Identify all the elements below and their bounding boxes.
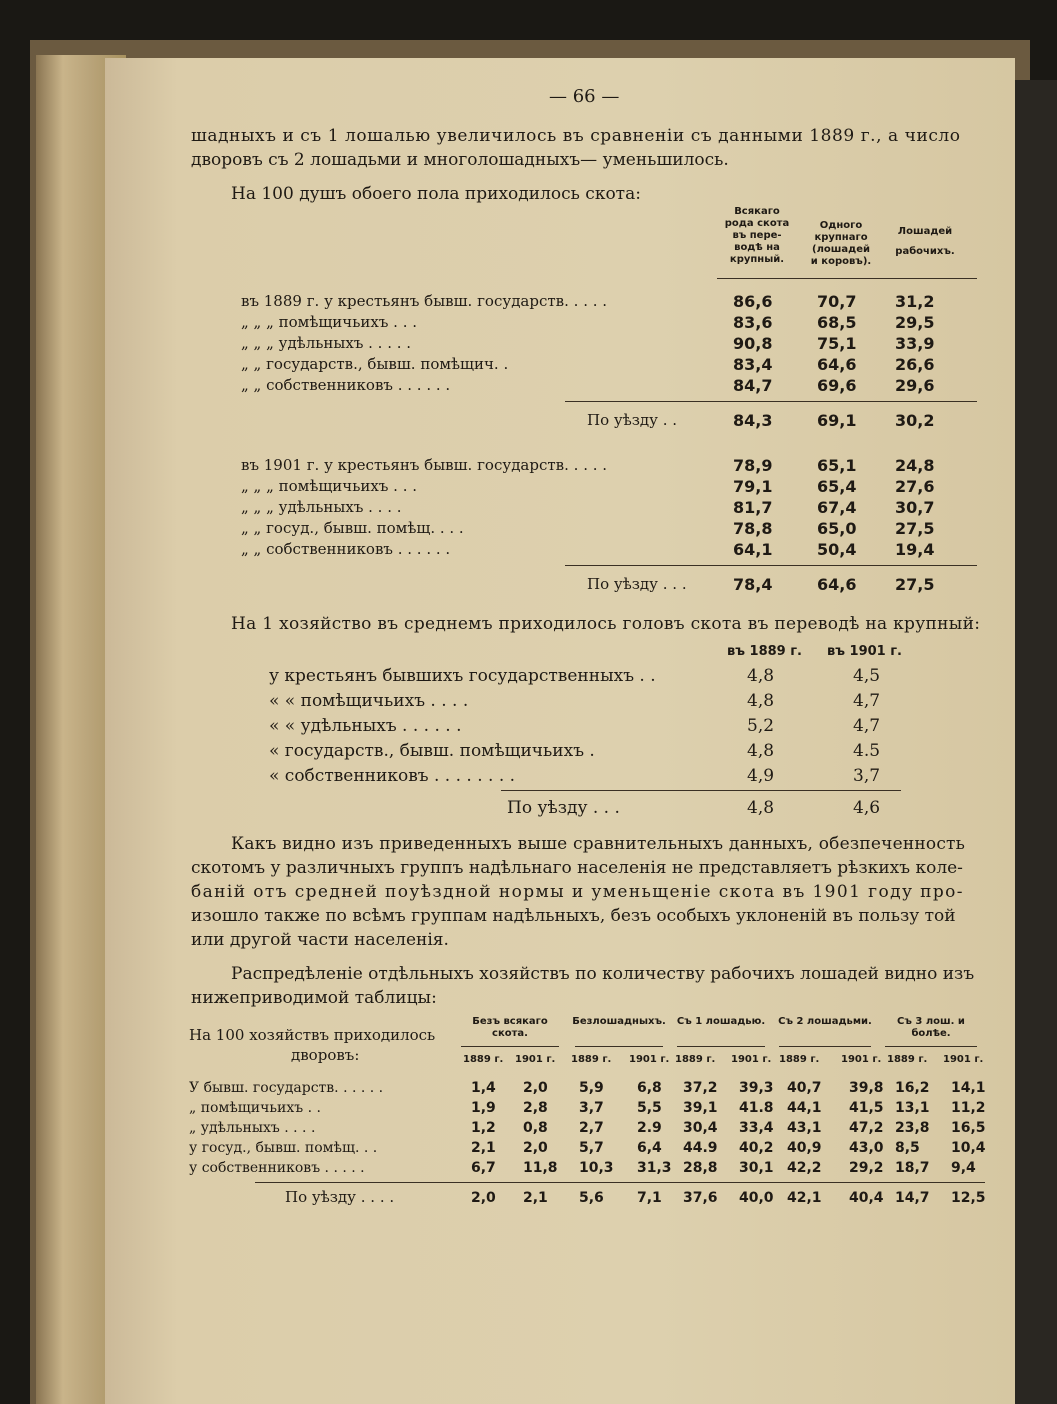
t2-cell: 3,7 <box>853 766 881 786</box>
t3-total-cell: 40,0 <box>739 1190 774 1206</box>
t2-total-cell: 4,6 <box>853 798 881 818</box>
t1-cell: 78,9 <box>733 456 773 475</box>
t3-cell: 11,2 <box>951 1100 986 1116</box>
t1-cell: 27,6 <box>895 477 935 496</box>
t3-cell: 14,1 <box>951 1080 986 1096</box>
t3-cell: 43,1 <box>787 1120 822 1136</box>
t2-cell: 4,5 <box>853 666 881 686</box>
t3-year-header: 1889 г. <box>887 1054 928 1065</box>
t3-total-cell: 12,5 <box>951 1190 986 1206</box>
t2-cell: 4,7 <box>853 691 881 711</box>
t3-total-rule <box>255 1182 985 1183</box>
t2-header-1889: въ 1889 г. <box>727 644 802 659</box>
t3-cell: 5,7 <box>579 1140 604 1156</box>
t3-cell: 39,1 <box>683 1100 718 1116</box>
t1-row-label: „ „ „ удѣльныхъ . . . . <box>241 498 402 516</box>
t1-total-cell: 30,2 <box>895 411 935 430</box>
table2-intro: На 1 хозяйство въ среднемъ приходилось головъ скота въ переводѣ на крупный: <box>231 614 981 634</box>
t3-cell: 2,8 <box>523 1100 548 1116</box>
t3-group-header: Безлошадныхъ. <box>572 1016 666 1027</box>
t1-total-rule <box>565 401 977 402</box>
t3-year-header: 1901 г. <box>943 1054 984 1065</box>
t1-cell: 31,2 <box>895 292 935 311</box>
t3-cell: 10,3 <box>579 1160 614 1176</box>
t3-total-cell: 5,6 <box>579 1190 604 1206</box>
t3-cell: 11,8 <box>523 1160 558 1176</box>
t1-cell: 90,8 <box>733 334 773 353</box>
t2-total-rule <box>501 790 901 791</box>
t3-cell: 3,7 <box>579 1100 604 1116</box>
t3-year-header: 1901 г. <box>841 1054 882 1065</box>
t1-header-horses: Лошадей рабочихъ. <box>895 226 955 257</box>
t1-header-all: Всякаго рода скота въ пере- водѣ на крупный. <box>724 206 790 265</box>
t1-cell: 69,6 <box>817 376 857 395</box>
t1-row-label: „ „ собственниковъ . . . . . . <box>241 376 451 394</box>
t1-row-label: „ „ „ удѣльныхъ . . . . . <box>241 334 412 352</box>
t2-row-label: « собственниковъ . . . . . . . . <box>269 766 516 786</box>
t3-cell: 2,7 <box>579 1120 604 1136</box>
t1-cell: 83,6 <box>733 313 773 332</box>
book-right-edge <box>1015 80 1057 1404</box>
t1-cell: 33,9 <box>895 334 935 353</box>
t1-cell: 78,8 <box>733 519 773 538</box>
t3-cell: 39,8 <box>849 1080 884 1096</box>
t3-cell: 28,8 <box>683 1160 718 1176</box>
t3-total-label: По уѣзду . . . . <box>285 1188 395 1206</box>
t3-cell: 2,1 <box>471 1140 496 1156</box>
t1-cell: 75,1 <box>817 334 857 353</box>
para1-line1: шадныхъ и съ 1 лошалью увеличилось въ сравненіи съ данными 1889 г., а число <box>191 126 961 146</box>
t3-group-rule <box>677 1046 765 1047</box>
para2-line: изошло также по всѣмъ группам надѣльныхъ, безъ особыхъ уклоненій въ пользу той <box>191 906 956 926</box>
t1-cell: 50,4 <box>817 540 857 559</box>
t3-year-header: 1889 г. <box>779 1054 820 1065</box>
t3-cell: 41,5 <box>849 1100 884 1116</box>
t3-cell: 10,4 <box>951 1140 986 1156</box>
t3-total-cell: 2,1 <box>523 1190 548 1206</box>
t3-row-label: У бывш. государств. . . . . . <box>189 1080 384 1096</box>
t3-total-cell: 2,0 <box>471 1190 496 1206</box>
t3-cell: 16,2 <box>895 1080 930 1096</box>
t3-cell: 16,5 <box>951 1120 986 1136</box>
t1-cell: 64,1 <box>733 540 773 559</box>
t1-cell: 19,4 <box>895 540 935 559</box>
t3-cell: 6,4 <box>637 1140 662 1156</box>
t1-cell: 30,7 <box>895 498 935 517</box>
t3-cell: 44.9 <box>683 1140 718 1156</box>
t1-cell: 70,7 <box>817 292 857 311</box>
table1-intro: На 100 душъ обоего пола приходилось скота: <box>231 184 641 204</box>
t1-total-label: По уѣзду . . . <box>587 575 687 593</box>
t1-total-rule <box>565 565 977 566</box>
t2-cell: 4,8 <box>747 691 775 711</box>
t1-row-label: „ „ государств., бывш. помѣщич. . <box>241 355 509 373</box>
t1-cell: 24,8 <box>895 456 935 475</box>
para2-line: скотомъ у различныхъ группъ надѣльнаго населенія не представляетъ рѣзкихъ коле- <box>191 858 963 878</box>
t1-cell: 27,5 <box>895 519 935 538</box>
t3-total-cell: 37,6 <box>683 1190 718 1206</box>
t3-total-cell: 7,1 <box>637 1190 662 1206</box>
t3-cell: 39,3 <box>739 1080 774 1096</box>
para3-line1: Распредѣленіе отдѣльныхъ хозяйствъ по количеству рабочихъ лошадей видно изъ <box>231 964 975 984</box>
t3-cell: 40,9 <box>787 1140 822 1156</box>
t3-cell: 23,8 <box>895 1120 930 1136</box>
t1-row-label: „ „ „ помѣщичьихъ . . . <box>241 477 417 495</box>
t1-row-label: „ „ госуд., бывш. помѣщ. . . . <box>241 519 464 537</box>
t3-year-header: 1889 г. <box>675 1054 716 1065</box>
t3-cell: 2.9 <box>637 1120 662 1136</box>
t3-cell: 2,0 <box>523 1140 548 1156</box>
t1-total-cell: 84,3 <box>733 411 773 430</box>
t1-row-label: „ „ собственниковъ . . . . . . <box>241 540 451 558</box>
t3-cell: 6,7 <box>471 1160 496 1176</box>
t3-year-header: 1901 г. <box>515 1054 556 1065</box>
t1-total-label: По уѣзду . . <box>587 411 678 429</box>
t3-cell: 8,5 <box>895 1140 920 1156</box>
t2-cell: 5,2 <box>747 716 775 736</box>
t2-total-cell: 4,8 <box>747 798 775 818</box>
t1-cell: 65,0 <box>817 519 857 538</box>
t3-total-cell: 42,1 <box>787 1190 822 1206</box>
t1-cell: 84,7 <box>733 376 773 395</box>
t1-total-cell: 64,6 <box>817 575 857 594</box>
t1-header-rule <box>717 278 977 279</box>
t1-row-label: въ 1889 г. у крестьянъ бывш. государств. . . . . <box>241 292 608 310</box>
t1-cell: 26,6 <box>895 355 935 374</box>
t3-cell: 30,1 <box>739 1160 774 1176</box>
t1-cell: 29,5 <box>895 313 935 332</box>
t3-cell: 40,2 <box>739 1140 774 1156</box>
t3-group-rule <box>779 1046 871 1047</box>
t1-row-label: въ 1901 г. у крестьянъ бывш. государств. . . . . <box>241 456 608 474</box>
t3-year-header: 1901 г. <box>731 1054 772 1065</box>
t3-row-label: „ помѣщичьихъ . . <box>189 1100 321 1116</box>
t2-cell: 4,9 <box>747 766 775 786</box>
t2-row-label: у крестьянъ бывшихъ государственныхъ . . <box>269 666 656 686</box>
t3-cell: 5,5 <box>637 1100 662 1116</box>
t3-cell: 1,2 <box>471 1120 496 1136</box>
t3-cell: 31,3 <box>637 1160 672 1176</box>
t3-cell: 1,9 <box>471 1100 496 1116</box>
t3-title-1: На 100 хозяйствъ приходилось <box>189 1026 436 1044</box>
t3-group-header: Съ 2 лошадьми. <box>778 1016 872 1027</box>
t3-group-header: Съ 1 лошадью. <box>676 1016 766 1027</box>
t3-cell: 0,8 <box>523 1120 548 1136</box>
t3-total-cell: 40,4 <box>849 1190 884 1206</box>
t2-cell: 4,8 <box>747 666 775 686</box>
t1-cell: 65,4 <box>817 477 857 496</box>
t1-header-large: Одного крупнаго (лошадей и коровъ). <box>810 220 872 267</box>
t3-group-header: Съ 3 лош. и болѣе. <box>897 1016 965 1039</box>
t3-cell: 13,1 <box>895 1100 930 1116</box>
t2-row-label: « « помѣщичьихъ . . . . <box>269 691 469 711</box>
t3-group-rule <box>885 1046 977 1047</box>
t3-group-rule <box>575 1046 663 1047</box>
t1-cell: 67,4 <box>817 498 857 517</box>
para2-line: Какъ видно изъ приведенныхъ выше сравнительныхъ данныхъ, обезпеченность <box>231 834 966 854</box>
t3-cell: 9,4 <box>951 1160 976 1176</box>
t1-cell: 65,1 <box>817 456 857 475</box>
t3-cell: 44,1 <box>787 1100 822 1116</box>
t1-cell: 68,5 <box>817 313 857 332</box>
para3-line2: нижеприводимой таблицы: <box>191 988 437 1008</box>
t2-row-label: « « удѣльныхъ . . . . . . <box>269 716 462 736</box>
t3-cell: 2,0 <box>523 1080 548 1096</box>
t3-group-header: Безъ всякаго скота. <box>472 1016 548 1039</box>
t1-cell: 64,6 <box>817 355 857 374</box>
t3-cell: 43,0 <box>849 1140 884 1156</box>
t1-total-cell: 78,4 <box>733 575 773 594</box>
t3-total-cell: 14,7 <box>895 1190 930 1206</box>
t3-cell: 6,8 <box>637 1080 662 1096</box>
t1-total-cell: 27,5 <box>895 575 935 594</box>
t3-row-label: у госуд., бывш. помѣщ. . . <box>189 1140 378 1156</box>
t1-total-cell: 69,1 <box>817 411 857 430</box>
t2-cell: 4,8 <box>747 741 775 761</box>
t3-year-header: 1889 г. <box>571 1054 612 1065</box>
t3-cell: 37,2 <box>683 1080 718 1096</box>
t1-row-label: „ „ „ помѣщичьихъ . . . <box>241 313 417 331</box>
t3-year-header: 1889 г. <box>463 1054 504 1065</box>
t2-total-label: По уѣзду . . . <box>507 798 620 818</box>
book-page <box>105 58 1015 1404</box>
t1-cell: 29,6 <box>895 376 935 395</box>
t3-row-label: „ удѣльныхъ . . . . <box>189 1120 316 1136</box>
t3-cell: 33,4 <box>739 1120 774 1136</box>
t3-cell: 42,2 <box>787 1160 822 1176</box>
t2-cell: 4,7 <box>853 716 881 736</box>
t3-cell: 1,4 <box>471 1080 496 1096</box>
t3-row-label: у собственниковъ . . . . . <box>189 1160 365 1176</box>
para2-line: баній отъ средней поуѣздной нормы и уменьщеніе скота въ 1901 году про- <box>191 882 964 902</box>
t3-cell: 5,9 <box>579 1080 604 1096</box>
t3-year-header: 1901 г. <box>629 1054 670 1065</box>
t3-cell: 41.8 <box>739 1100 774 1116</box>
t3-title-2: дворовъ: <box>291 1046 360 1064</box>
t1-cell: 83,4 <box>733 355 773 374</box>
para2-line: или другой части населенія. <box>191 930 449 950</box>
t3-cell: 47,2 <box>849 1120 884 1136</box>
t2-row-label: « государств., бывш. помѣщичьихъ . <box>269 741 595 761</box>
t3-cell: 18,7 <box>895 1160 930 1176</box>
t3-group-rule <box>461 1046 559 1047</box>
t2-header-1901: въ 1901 г. <box>827 644 902 659</box>
t1-cell: 81,7 <box>733 498 773 517</box>
para1-line2: дворовъ съ 2 лошадьми и многолошадныхъ— уменьшилось. <box>191 150 729 170</box>
t1-cell: 79,1 <box>733 477 773 496</box>
t2-cell: 4.5 <box>853 741 881 761</box>
page-number: — 66 — <box>549 86 620 107</box>
t3-cell: 40,7 <box>787 1080 822 1096</box>
t3-cell: 30,4 <box>683 1120 718 1136</box>
t3-cell: 29,2 <box>849 1160 884 1176</box>
t1-cell: 86,6 <box>733 292 773 311</box>
